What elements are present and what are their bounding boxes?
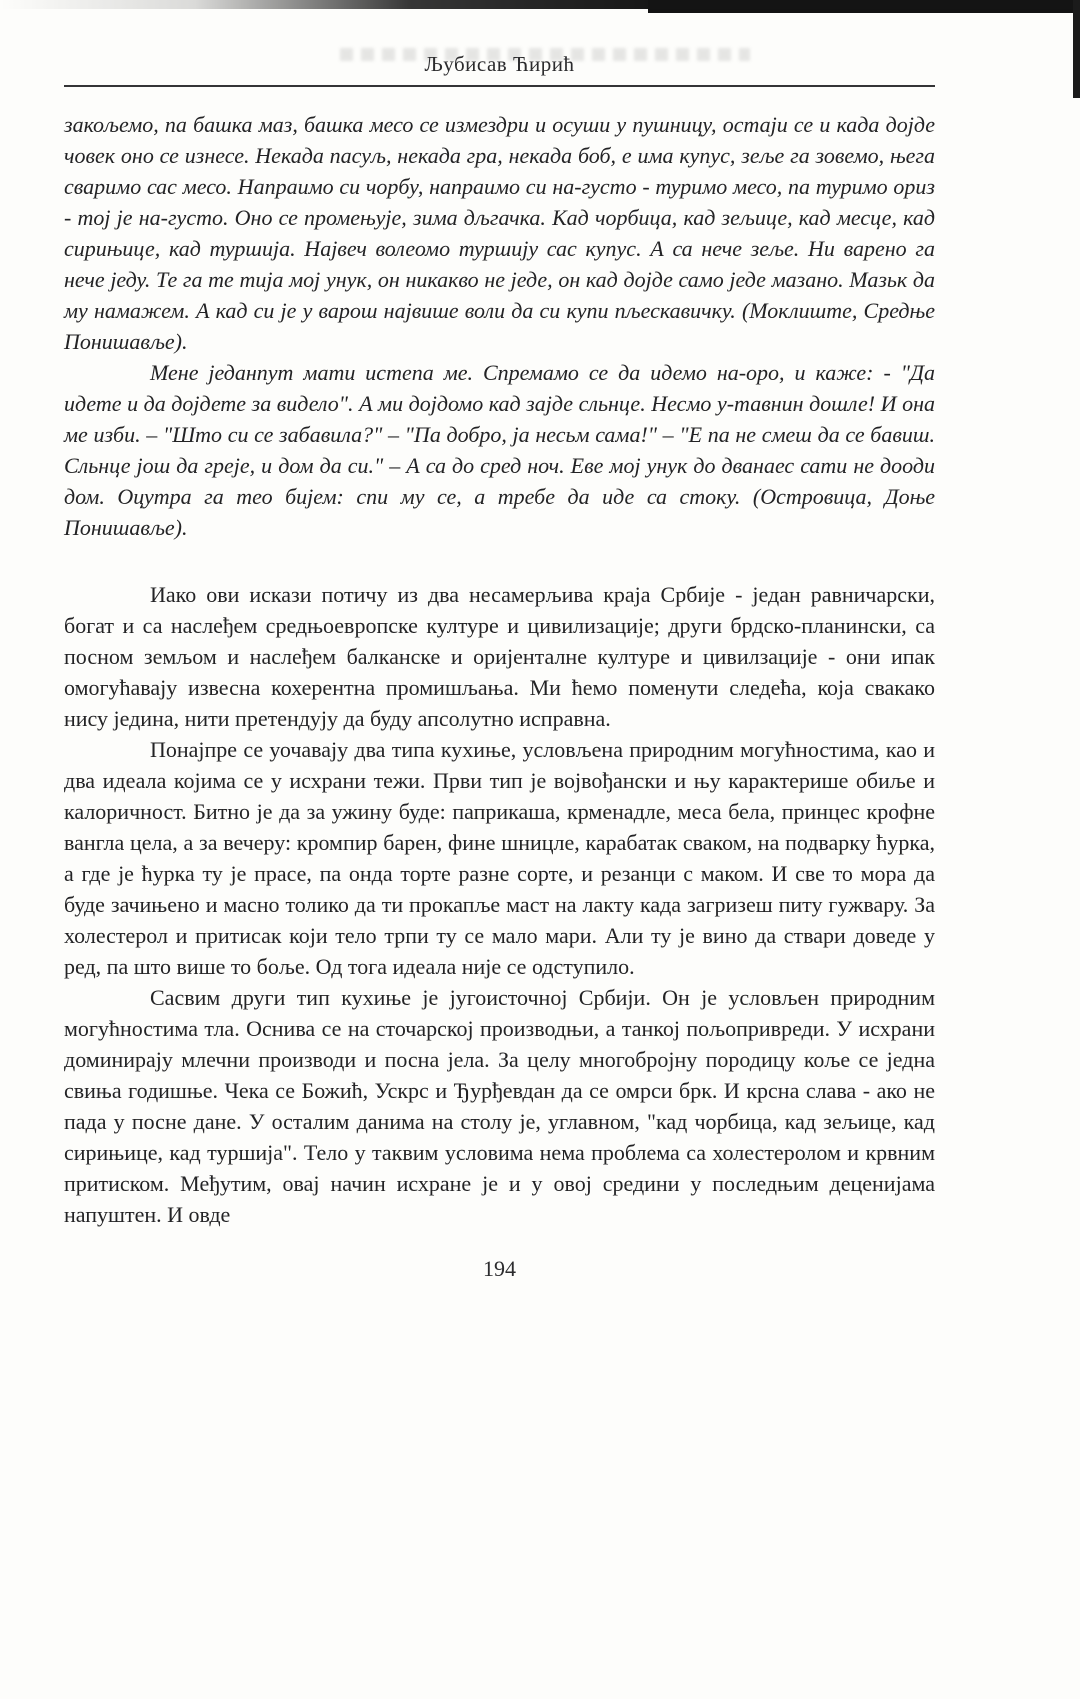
body-paragraph-3: Сасвим други тип кухиње је југоисточној Србији. Он је условљен природним могућностима тла. Оснива се на сточарској производњи, а танкој пољопривреди. У исхрани доминирају млечни производи и посна јела. За целу многобројну породицу коље се једна свиња годишње. Чека се Божић, Ускрс и Ђурђевдан да се омрси брк. И крсна слава - ако не пада у посне дане. У осталим данима на столу је, углавном, "кад чорбица, кад зељице, кад сирињице, кад туршија". Тело у таквим условима нема проблема са холестеролом и крвним притиском. Међутим, овај начин исхране је и у овој средини у последњим деценијама напуштен. И овде (64, 985, 935, 1227)
page-number: 194 (483, 1256, 516, 1281)
dialect-quote-paragraph-2: Мене једанпут мати истепа ме. Спремамо се да идемо на-оро, и каже: - "Да идете и да дојдете за видело". А ми дојдомо кад зајде сльнце. Несмо у-тавнин дошле! И она ме изби. – "Што си се забавила?" – "Па добро, ја несьм сама!" – "Е па не смеш да се бавиш. Сльнце још да греје, и дом да си." – А са до сред ноч. Еве мој унук до дванаес сати не дооди дом. Оцутра га тео бијем: спи му се, а требе да иде са стоку. (Островица, Доње Понишавље). (64, 360, 935, 540)
header-rule (64, 85, 935, 87)
body-paragraph-1: Иако ови искази потичу из два несамерљива краја Србије - један равничарски, богат и са наслеђем средњоевропске културе и цивилизације; други брдско-планински, са посном земљом и наслеђем балканске и оријенталне културе и цивилзације - они ипак омогућавају извесна кохерентна промишљања. Ми ћемо поменути следећа, која свакако нису једина, нити претендују да буду апсолутно исправна. (64, 582, 935, 731)
text-column (0, 52, 1080, 1282)
body-paragraph-2: Понајпре се уочавају два типа кухиње, условљена природним могућностима, као и два идеала којима се у исхрани тежи. Први тип је војвођански и њу карактерише обиље и калоричност. Битно је да за ужину буде: паприкаша, крменадле, меса бела, принцес крофне вангла цела, а за вечеру: кромпир барен, фине шницле, карабатак сваком, на подварку ћурка, а где је ћурка ту је прасе, па онда торте разне сорте, и резанци с маком. И све то мора да буде зачињено и масно толико да ти прокапље маст на лакту када загризеш питу гужвару. За холестерол и притисак који тело трпи ту се мало мари. Али ту је вино да ствари доведе у ред, па што више то боље. Од тога идеала није се одступило. (64, 737, 935, 979)
dialect-quote-paragraph-1: закољемо, па башка маз, башка месо се измездри и осуши у пушницу, остаји се и када дојде човек оно се изнесе. Некада пасуљ, некада гра, некада боб, е има купус, зеље га зовемо, њега сваримо сас месо. Напраимо си чорбу, напраимо си на-густо - туримо месо, па туримо ориз - тој је на-густо. Оно се промењује, зима дљгачка. Кад чорбица, кад зељице, кад месце, кад сирињице, кад туршија. Највеч волеомо туршију сас купус. А са нече зеље. Ни варено га нече једу. Те га те тија мој унук, он никакво не једе, он кад дојде само једе мазано. Мазьк да му намажем. А кад си је у варош највише воли да си купи пљескавичку. (Моклиште, Средње Понишавље). (64, 112, 935, 354)
scan-artifact-top (0, 0, 1080, 9)
page-body (64, 109, 935, 1230)
running-header-author: Љубисав Ћирић (424, 52, 575, 76)
page-footer (64, 1256, 935, 1282)
page-header (64, 52, 935, 87)
